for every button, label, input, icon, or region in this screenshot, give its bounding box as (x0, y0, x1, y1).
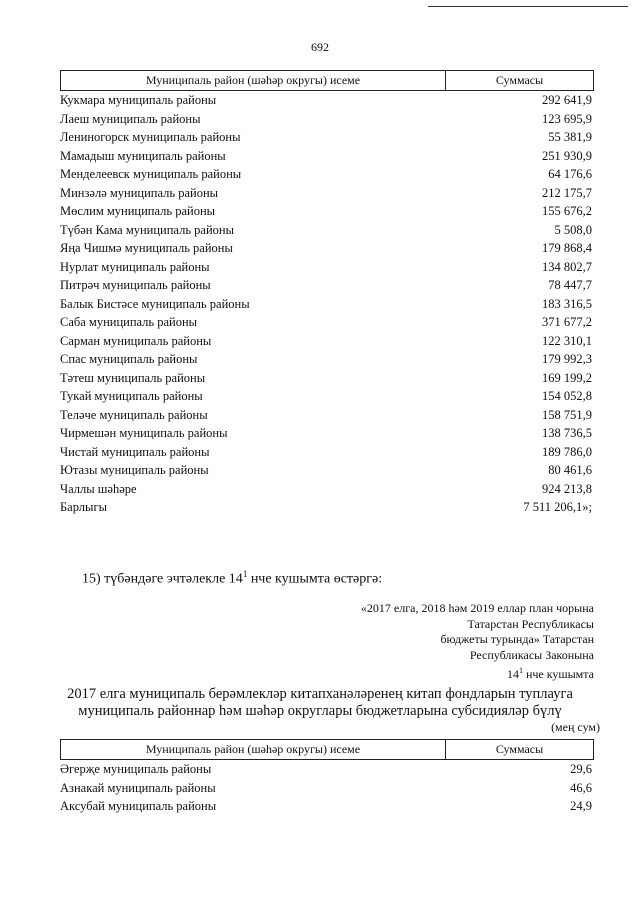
table-row (60, 406, 594, 425)
row-value: 155 676,2 (542, 204, 592, 218)
row-name: Саба муниципаль районы (60, 315, 198, 329)
header-sum-column: Суммасы (495, 73, 544, 87)
annex-line-2: Татарстан Республикасы (467, 616, 594, 631)
subsidy-table-2 (60, 739, 594, 816)
top-rule (428, 6, 628, 7)
table-row (60, 424, 594, 443)
row-name: Минзәлә муниципаль районы (60, 185, 219, 200)
row-name: Чаллы шәһәре (60, 481, 137, 496)
row-value: 64 176,6 (548, 167, 592, 181)
table-row (60, 350, 594, 369)
row-value: 55 381,9 (548, 130, 592, 144)
units-label: (мең сум) (551, 720, 600, 734)
row-name: Ютазы муниципаль районы (60, 463, 209, 477)
row-name: Түбән Кама муниципаль районы (60, 222, 234, 237)
table-row (60, 221, 594, 240)
table-row (60, 387, 594, 406)
row-name: Питрәч муниципаль районы (60, 278, 211, 292)
amendment-item: 15) түбәндәге эчтәлекле $14^1$ нче кушымта өстәргә: (82, 569, 383, 587)
row-name: Мамадыш муниципаль районы (60, 148, 226, 163)
table-row (60, 202, 594, 221)
row-value: 924 213,8 (542, 481, 592, 496)
page-number: 692 (311, 40, 329, 54)
row-value: 179 868,4 (542, 241, 592, 255)
row-name: Тукай муниципаль районы (60, 389, 203, 403)
table-row (60, 110, 594, 129)
row-value: 46,6 (570, 780, 592, 795)
table-row (60, 369, 594, 388)
row-name: Азнакай муниципаль районы (60, 780, 216, 795)
row-value: 371 677,2 (542, 315, 592, 329)
row-value: 78 447,7 (548, 278, 592, 292)
row-name: Чистай муниципаль районы (60, 444, 210, 459)
annex-reference (361, 601, 594, 683)
table-row (60, 91, 594, 110)
row-value: 292 641,9 (542, 93, 592, 107)
row-value: 24,9 (570, 799, 592, 813)
table-row (60, 239, 594, 258)
row-name: Теләче муниципаль районы (60, 407, 208, 422)
row-name: Лениногорск муниципаль районы (60, 130, 241, 144)
row-value: 122 310,1 (542, 333, 592, 348)
row-name: Аксубай муниципаль районы (60, 799, 217, 813)
row-value: 169 199,2 (542, 370, 592, 385)
table-row (60, 498, 594, 517)
row-name: Әгерҗе муниципаль районы (60, 762, 212, 776)
table-title (0, 686, 640, 720)
table-row (60, 128, 594, 147)
table-header (60, 70, 594, 91)
row-value: 138 736,5 (542, 426, 592, 440)
row-name: Мөслим муниципаль районы (60, 204, 216, 218)
title-line-1: 2017 елга муниципаль берәмлекләр китапханәләренең китап фондларын туплауга (67, 686, 573, 702)
row-value: 29,6 (570, 762, 592, 776)
row-value: 158 751,9 (542, 407, 592, 422)
table-row (60, 332, 594, 351)
table-row (60, 258, 594, 277)
row-name: Лаеш муниципаль районы (60, 111, 201, 126)
table-body (60, 760, 594, 816)
row-name: Кукмара муниципаль районы (60, 93, 217, 107)
row-value: 183 316,5 (542, 296, 592, 311)
row-name: Нурлат муниципаль районы (60, 259, 210, 274)
table-row (60, 461, 594, 480)
table-row (60, 779, 594, 798)
table-body (60, 91, 594, 517)
table-row (60, 797, 594, 816)
row-name: Балык Бистәсе муниципаль районы (60, 296, 250, 311)
row-name: Барлыгы (60, 500, 107, 514)
row-value: 134 802,7 (542, 259, 592, 274)
row-name: Тәтеш муниципаль районы (60, 370, 206, 385)
annex-line-5: $14^1$ нче кушымта (506, 666, 594, 681)
table-row (60, 443, 594, 462)
row-value: 7 511 206,1»; (523, 500, 592, 514)
table-row (60, 147, 594, 166)
row-name: Чирмешән муниципаль районы (60, 426, 228, 440)
annex-line-3: бюджеты турында» Татарстан (440, 632, 594, 646)
table-header (60, 739, 594, 760)
row-name: Сарман муниципаль районы (60, 333, 212, 348)
header-name-column: Муниципаль район (шәһәр округы) исеме (61, 71, 446, 90)
row-name: Спас муниципаль районы (60, 352, 198, 366)
table-row (60, 184, 594, 203)
table-row (60, 276, 594, 295)
row-value: 154 052,8 (542, 389, 592, 403)
row-value: 5 508,0 (554, 222, 592, 237)
table-row (60, 165, 594, 184)
table-row (60, 313, 594, 332)
table-row (60, 480, 594, 499)
table-row (60, 760, 594, 779)
row-value: 179 992,3 (542, 352, 592, 366)
table-row (60, 295, 594, 314)
row-name: Менделеевск муниципаль районы (60, 167, 242, 181)
title-line-2: муниципаль районнар һәм шәһәр округлары бюджетларына субсидияләр бүлү (78, 703, 562, 719)
row-name: Яңа Чишмә муниципаль районы (60, 241, 233, 255)
header-sum-column: Суммасы (495, 742, 544, 756)
subsidy-table-1 (60, 70, 594, 517)
annex-line-1: «2017 елга, 2018 һәм 2019 еллар план чорына (360, 601, 594, 615)
row-value: 123 695,9 (542, 111, 592, 126)
header-name-column: Муниципаль район (шәһәр округы) исеме (61, 740, 446, 759)
annex-line-4: Республикасы Законына (469, 647, 594, 662)
row-value: 212 175,7 (542, 185, 592, 200)
row-value: 80 461,6 (548, 463, 592, 477)
row-value: 251 930,9 (542, 148, 592, 163)
row-value: 189 786,0 (542, 444, 592, 459)
